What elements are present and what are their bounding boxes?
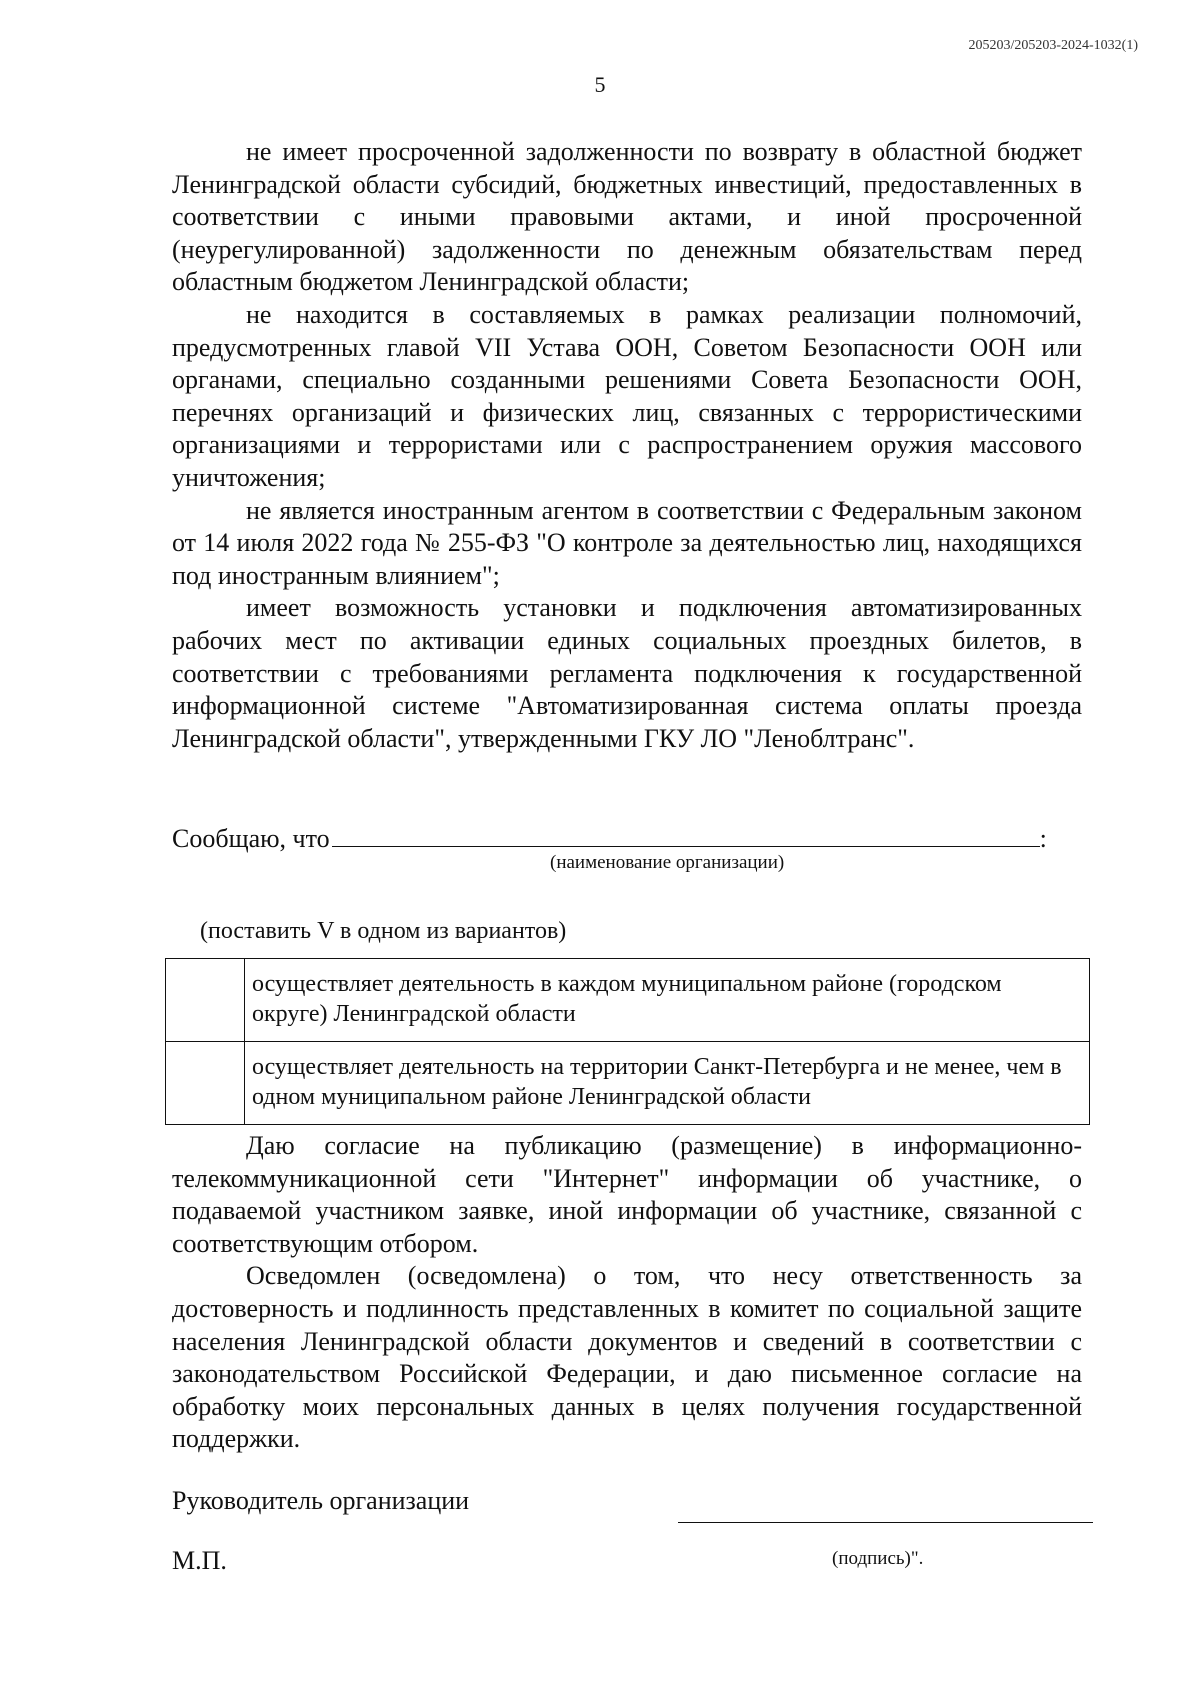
organization-name-field[interactable]	[332, 818, 1040, 847]
condition-not-foreign-agent: не является иностранным агентом в соответствии с Федеральным законом от 14 июля 2022 года № 255-ФЗ "О контроле за деятельностью лиц, находящихся под иностранным влиянием";	[172, 495, 1082, 590]
table-row	[166, 1042, 1090, 1125]
document-number: 205203/205203-2024-1032(1)	[968, 38, 1138, 53]
report-colon: :	[1039, 824, 1047, 853]
option-text-2: осуществляет деятельность на территории Санкт-Петербурга и не менее, чем в одном муниципальном районе Ленинградской области	[245, 1042, 1090, 1125]
consent-section	[172, 1130, 1082, 1456]
condition-workstation-capability: имеет возможность установки и подключения автоматизированных рабочих мест по активации единых социальных проездных билетов, в соответствии с требованиями регламента подключения к государственной информационной системе "Автоматизированная система оплаты проезда Ленинградской области", утвержденными ГКУ ЛО "Леноблтранс".	[172, 593, 1082, 753]
responsibility-acknowledgement: Осведомлен (осведомлена) о том, что несу ответственность за достоверность и подлинность представленных в комитет по социальной защите населения Ленинградской области документов и сведений в соответствии с законодательством Российской Федерации, и даю письменное согласие на обработку моих персональных данных в целях получения государственной поддержки.	[172, 1261, 1082, 1454]
condition-no-overdue-debt: не имеет просроченной задолженности по возврату в областной бюджет Ленинградской области субсидий, бюджетных инвестиций, предоставленных в соответствии с иными правовыми актами, и иной просроченной (неурегулированной) задолженности по денежным обязательствам перед областным бюджетом Ленинградской области;	[172, 137, 1082, 297]
page-number: 5	[594, 72, 606, 97]
conditions-list	[172, 136, 1082, 755]
signature-field[interactable]	[678, 1522, 1093, 1523]
option-checkbox-cell-2[interactable]	[166, 1042, 245, 1125]
table-row	[166, 959, 1090, 1042]
head-of-organization-label: Руководитель организации	[172, 1486, 470, 1515]
seal-label: М.П.	[172, 1546, 227, 1575]
activity-options-table	[165, 958, 1090, 1125]
condition-not-in-terror-lists: не находится в составляемых в рамках реализации полномочий, предусмотренных главой VII Устава ООН, Советом Безопасности ООН или органами, специально созданными решениями Совета Безопасности ООН, перечнях организаций и физических лиц, связанных с террористическими организациями и террористами или с распространением оружия массового уничтожения;	[172, 299, 1082, 492]
organization-name-caption: (наименование организации)	[550, 852, 785, 873]
report-statement	[172, 818, 1082, 855]
choose-option-note: (поставить V в одном из вариантов)	[200, 918, 567, 944]
signature-caption: (подпись)".	[832, 1548, 924, 1569]
option-checkbox-cell-1[interactable]	[166, 959, 245, 1042]
report-label: Сообщаю, что	[172, 824, 330, 853]
option-text-1: осуществляет деятельность в каждом муниципальном районе (городском округе) Ленинградской области	[245, 959, 1090, 1042]
publication-consent: Даю согласие на публикацию (размещение) в информационно-телекоммуникационной сети "Интернет" информации об участнике, о подаваемой участником заявке, иной информации об участнике, связанной с соответствующим отбором.	[172, 1131, 1082, 1258]
